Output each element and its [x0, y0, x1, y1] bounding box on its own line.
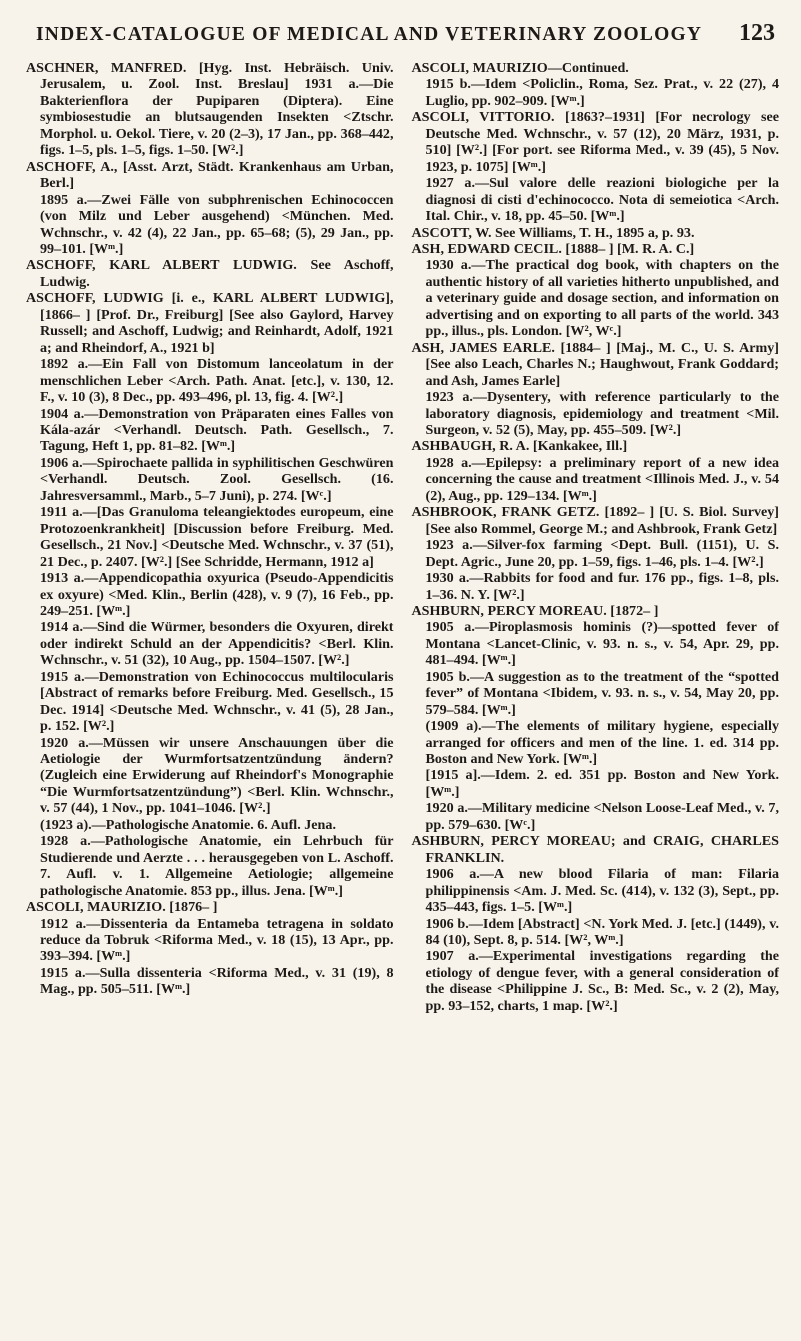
index-citation: 1904 a.—Demonstration von Präparaten eines Falles von Kála-azár <Verhandl. Deutsch. Path. Gesellsch., 7. Tagung, Heft 1, pp. 81–82. [Wᵐ.] [40, 405, 394, 455]
index-entry-heading: ASHBAUGH, R. A. [Kankakee, Ill.] [411, 438, 628, 455]
index-citation: 1912 a.—Dissenteria da Entameba tetragena in soldato reduce da Tobruk <Riforma Med., v. 18 (15), 13 Apr., pp. 393–394. [Wᵐ.] [40, 915, 394, 965]
page-header [26, 18, 779, 54]
index-citation: 1905 b.—A suggestion as to the treatment of the “spotted fever” of Montana <Ibidem, v. 93. n. s., v. 54, May 20, pp. 579–584. [Wᵐ.] [425, 668, 779, 718]
index-citation: 1913 a.—Appendicopathia oxyurica (Pseudo-Appendicitis ex oxyure) <Med. Klin., Berlin (428), v. 9 (7), 16 Feb., pp. 249–251. [Wᵐ.] [40, 570, 394, 619]
right-column [412, 60, 780, 1014]
index-citation: 1923 a.—Silver-fox farming <Dept. Bull. (1151), U. S. Dept. Agric., June 20, pp. 1–59, figs. 1–46, pls. 1–4. [W².] [425, 537, 779, 570]
two-column-body [26, 60, 779, 1014]
index-citation: 1914 a.—Sind die Würmer, besonders die Oxyuren, direkt oder indirekt Schuld an der Appendicitis? <Berl. Klin. Wchnschr., v. 51 (32), 10 Aug., pp. 1504–1507. [W².] [40, 619, 394, 669]
index-citation: 1911 a.—[Das Granuloma teleangiektodes europeum, eine Protozoenkrankheit] [Discussion before Freiburg. Med. Gesellsch., 21 Nov.] <Deutsche Med. Wchnschr., v. 37 (51), 21 Dec., p. 2407. [W².] [See Schridde, Hermann, 1912 a] [40, 504, 394, 570]
index-citation: 1930 a.—The practical dog book, with chapters on the authentic history of all varieties hitherto unpublished, and a veterinary guide and dosage section, and information on advertising and on exporting to all parts of the world. 343 pp., illus., pls. London. [W², Wᶜ.] [425, 257, 779, 340]
index-citation: 1906 a.—A new blood Filaria of man: Filaria philippinensis <Am. J. Med. Sc. (414), v. 132 (3), Sept., pp. 435–443, figs. 1–5. [Wᵐ.] [425, 866, 779, 916]
index-entry-heading: ASHBURN, PERCY MOREAU. [1872– ] [411, 602, 659, 619]
index-entry-heading: ASH, EDWARD CECIL. [1888– ] [M. R. A. C.] [411, 240, 695, 257]
index-entry-heading: ASH, JAMES EARLE. [1884– ] [Maj., M. C., U. S. Army] [See also Leach, Charles N.; Haughwout, Frank Goddard; and Ash, James Earle] [411, 339, 779, 389]
index-citation: 1927 a.—Sul valore delle reazioni biologiche per la diagnosi di cisti d'echinococco. Nota di semeiotica <Arch. Ital. Chir., v. 18, pp. 45–50. [Wᵐ.] [425, 175, 779, 225]
index-citation: 1915 b.—Idem <Policlin., Roma, Sez. Prat., v. 22 (27), 4 Luglio, pp. 902–909. [Wᵐ.] [425, 76, 779, 109]
index-citation: 1928 a.—Epilepsy: a preliminary report of a new idea concerning the cause and treatment <Illinois Med. J., v. 54 (2), Aug., pp. 129–134. [Wᵐ.] [425, 454, 779, 504]
index-citation: (1923 a).—Pathologische Anatomie. 6. Aufl. Jena. [40, 816, 336, 833]
index-entry-heading: ASCHNER, MANFRED. [Hyg. Inst. Hebräisch. Univ. Jerusalem, u. Zool. Inst. Breslau] 1931 a.—Die Bakterienflora der Pupiparen (Diptera). Eine symbiosestudie an blutsaugenden Insekten <Ztschr. Morphol. u. Oekol. Tiere, v. 20 (2–3), 17 Jan., pp. 368–442, figs. 1–5, pls. 1–5, figs. 1–50. [W².] [26, 60, 394, 159]
index-entry-heading: ASCOTT, W. See Williams, T. H., 1895 a, p. 93. [411, 224, 695, 241]
index-entry-heading: ASCOLI, MAURIZIO. [1876– ] [26, 899, 218, 916]
index-citation: 1920 a.—Müssen wir unsere Anschauungen über die Aetiologie der Wurmfortsatzentzündung ändern? (Zugleich eine Erwiderung auf Rheindorf's Monographie “Die Wurmfortsatzentzündung”) <Berl. Klin. Wchnschr., v. 57 (44), 1 Nov., pp. 1041–1046. [W².] [40, 734, 394, 817]
index-citation: 1906 b.—Idem [Abstract] <N. York Med. J. [etc.] (1449), v. 84 (10), Sept. 8, p. 514. [W², Wᵐ.] [425, 915, 779, 949]
index-citation: 1920 a.—Military medicine <Nelson Loose-Leaf Med., v. 7, pp. 579–630. [Wᶜ.] [425, 800, 779, 833]
index-entry-heading: ASHBURN, PERCY MOREAU; and CRAIG, CHARLES FRANKLIN. [411, 833, 779, 866]
index-citation: 1905 a.—Piroplasmosis hominis (?)—spotted fever of Montana <Lancet-Clinic, v. 93. n. s., v. 54, Apr. 29, pp. 481–494. [Wᵐ.] [425, 619, 779, 669]
index-citation: 1930 a.—Rabbits for food and fur. 176 pp., figs. 1–8, pls. 1–36. N. Y. [W².] [425, 570, 779, 603]
page-number: 123 [739, 20, 775, 46]
index-entry-heading: ASCHOFF, A., [Asst. Arzt, Städt. Krankenhaus am Urban, Berl.] [26, 158, 394, 192]
index-entry-heading: ASHBROOK, FRANK GETZ. [1892– ] [U. S. Biol. Survey] [See also Rommel, George M.; and Ashbrook, Frank Getz] [411, 504, 779, 537]
index-citation: 1907 a.—Experimental investigations regarding the etiology of dengue fever, with a general consideration of the disease <Philippine J. Sc., B: Med. Sc., v. 2 (2), May, pp. 93–152, charts, 1 map. [W².] [425, 948, 779, 1014]
index-citation: (1909 a).—The elements of military hygiene, especially arranged for officers and men of the line. 1. ed. 314 pp. Boston and New York. [Wᵐ.] [425, 718, 779, 768]
index-citation: 1892 a.—Ein Fall von Distomum lanceolatum in der menschlichen Leber <Arch. Path. Anat. [etc.], v. 130, 12. F., v. 10 (3), 8 Dec., pp. 493–496, pl. 13, fig. 4. [W².] [40, 356, 394, 406]
index-entry-heading: ASCOLI, VITTORIO. [1863?–1931] [For necrology see Deutsche Med. Wchnschr., v. 57 (12), 20 März, 1931, p. 510] [W².] [For port. see Riforma Med., v. 39 (45), 5 Nov. 1923, p. 1075] [Wᵐ.] [411, 109, 779, 175]
index-citation: 1915 a.—Sulla dissenteria <Riforma Med., v. 31 (19), 8 Mag., pp. 505–511. [Wᵐ.] [40, 964, 394, 998]
index-entry-heading: ASCOLI, MAURIZIO—Continued. [411, 60, 629, 76]
index-entry-heading: ASCHOFF, KARL ALBERT LUDWIG. See Aschoff, Ludwig. [26, 257, 394, 290]
index-citation: 1928 a.—Pathologische Anatomie, ein Lehrbuch für Studierende und Aerzte . . . herausgegeben von L. Aschoff. 7. Aufl. v. 1. Allgemeine Aetiologie; allgemeine pathologische Anatomie. 853 pp., illus. Jena. [Wᵐ.] [40, 833, 394, 899]
left-column [26, 60, 394, 1014]
index-entry-heading: ASCHOFF, LUDWIG [i. e., KARL ALBERT LUDWIG], [1866– ] [Prof. Dr., Freiburg] [See also Gaylord, Harvey Russell; and Aschoff, Ludwig; and Reinhardt, Adolf, 1921 a; and Rheindorf, A., 1921 b] [26, 290, 394, 356]
index-citation: 1906 a.—Spirochaete pallida in syphilitischen Geschwüren <Verhandl. Deutsch. Zool. Gesellsch. (16. Jahresversamml., Marb., 5–7 Juni), p. 274. [Wᶜ.] [40, 454, 394, 504]
index-citation: [1915 a].—Idem. 2. ed. 351 pp. Boston and New York. [Wᵐ.] [425, 767, 779, 800]
index-citation: 1915 a.—Demonstration von Echinococcus multilocularis [Abstract of remarks before Freiburg. Med. Gesellsch., 15 Dec. 1914] <Deutsche Med. Wchnschr., v. 41 (5), 28 Jan., p. 152. [W².] [40, 668, 394, 735]
index-citation: 1895 a.—Zwei Fälle von subphrenischen Echinococcen (von Milz und Leber ausgehend) <München. Med. Wchnschr., v. 42 (4), 22 Jan., pp. 65–68; (5), 29 Jan., pp. 99–101. [Wᵐ.] [40, 191, 394, 257]
index-citation: 1923 a.—Dysentery, with reference particularly to the laboratory diagnosis, epidemiology and treatment <Mil. Surgeon, v. 52 (5), May, pp. 455–509. [W².] [425, 389, 779, 438]
running-title: INDEX-CATALOGUE OF MEDICAL AND VETERINARY ZOOLOGY [36, 24, 703, 45]
